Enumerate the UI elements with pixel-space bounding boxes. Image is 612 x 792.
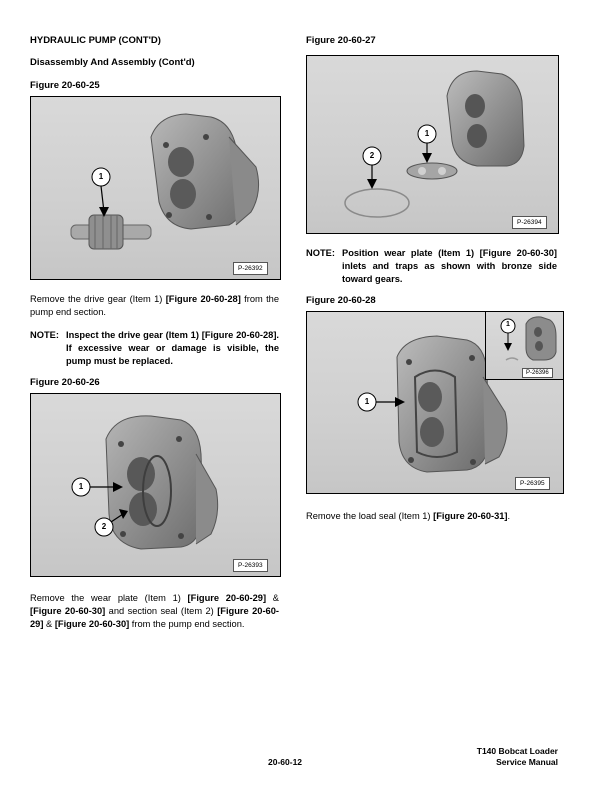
note-label: NOTE: [30,330,59,340]
manual-title: T140 Bobcat Loader [476,746,558,756]
figure-20-60-28-inset [485,311,564,380]
figure-20-60-25-photo [30,96,281,280]
page-number: 20-60-12 [268,757,303,767]
figure-20-60-27-photo [306,55,559,234]
instruction-remove-drive-gear: Remove the drive gear (Item 1) [Figure 20-60-28] from the pump end section. [30,294,279,317]
callout-2: 2 [369,151,375,160]
instruction-remove-wear-plate: Remove the wear plate (Item 1) [Figure 20-60-29] & [Figure 20-60-30] and section seal (Item 2) [Figure 20-60-29] & [Figure 20-60-30] from the pump end section. [30,593,279,629]
figure-caption-27: Figure 20-60-27 [306,35,376,46]
figure-reference[interactable]: [Figure 20-60-28] [165,294,241,304]
section-title: HYDRAULIC PUMP (CONT'D) [30,35,161,46]
note-text: Inspect the drive gear (Item 1) [Figure 20-60-28]. If excessive wear or damage is visible, the pump must be replaced. [66,330,279,366]
callout-1: 1 [364,397,370,406]
photo-code: P-26394 [512,216,547,229]
photo-code: P-26393 [233,559,268,572]
callout-1: 1 [424,129,430,138]
callout-2: 2 [101,522,107,531]
manual-subtitle: Service Manual [496,757,558,767]
note-text: Position wear plate (Item 1) [Figure 20-60-30] inlets and traps as shown with bronze side toward gears. [342,248,557,284]
callout-1: 1 [98,172,104,181]
callout-1: 1 [78,482,84,491]
figure-20-60-26-photo [30,393,281,577]
figure-caption-25: Figure 20-60-25 [30,80,100,91]
figure-caption-28: Figure 20-60-28 [306,295,376,306]
note-label: NOTE: [306,248,335,258]
photo-code: P-26392 [233,262,268,275]
figure-20-60-28-photo [306,311,564,494]
inset-photo-code: P-26396 [522,368,553,378]
note-inspect-drive-gear [30,329,279,368]
figure-caption-26: Figure 20-60-26 [30,377,100,388]
subsection-title: Disassembly And Assembly (Cont'd) [30,57,195,68]
note-position-wear-plate [306,247,557,286]
photo-code: P-26395 [515,477,550,490]
instruction-remove-load-seal: Remove the load seal (Item 1) [Figure 20-60-31]. [306,511,511,521]
callout-1: 1 [506,321,510,328]
